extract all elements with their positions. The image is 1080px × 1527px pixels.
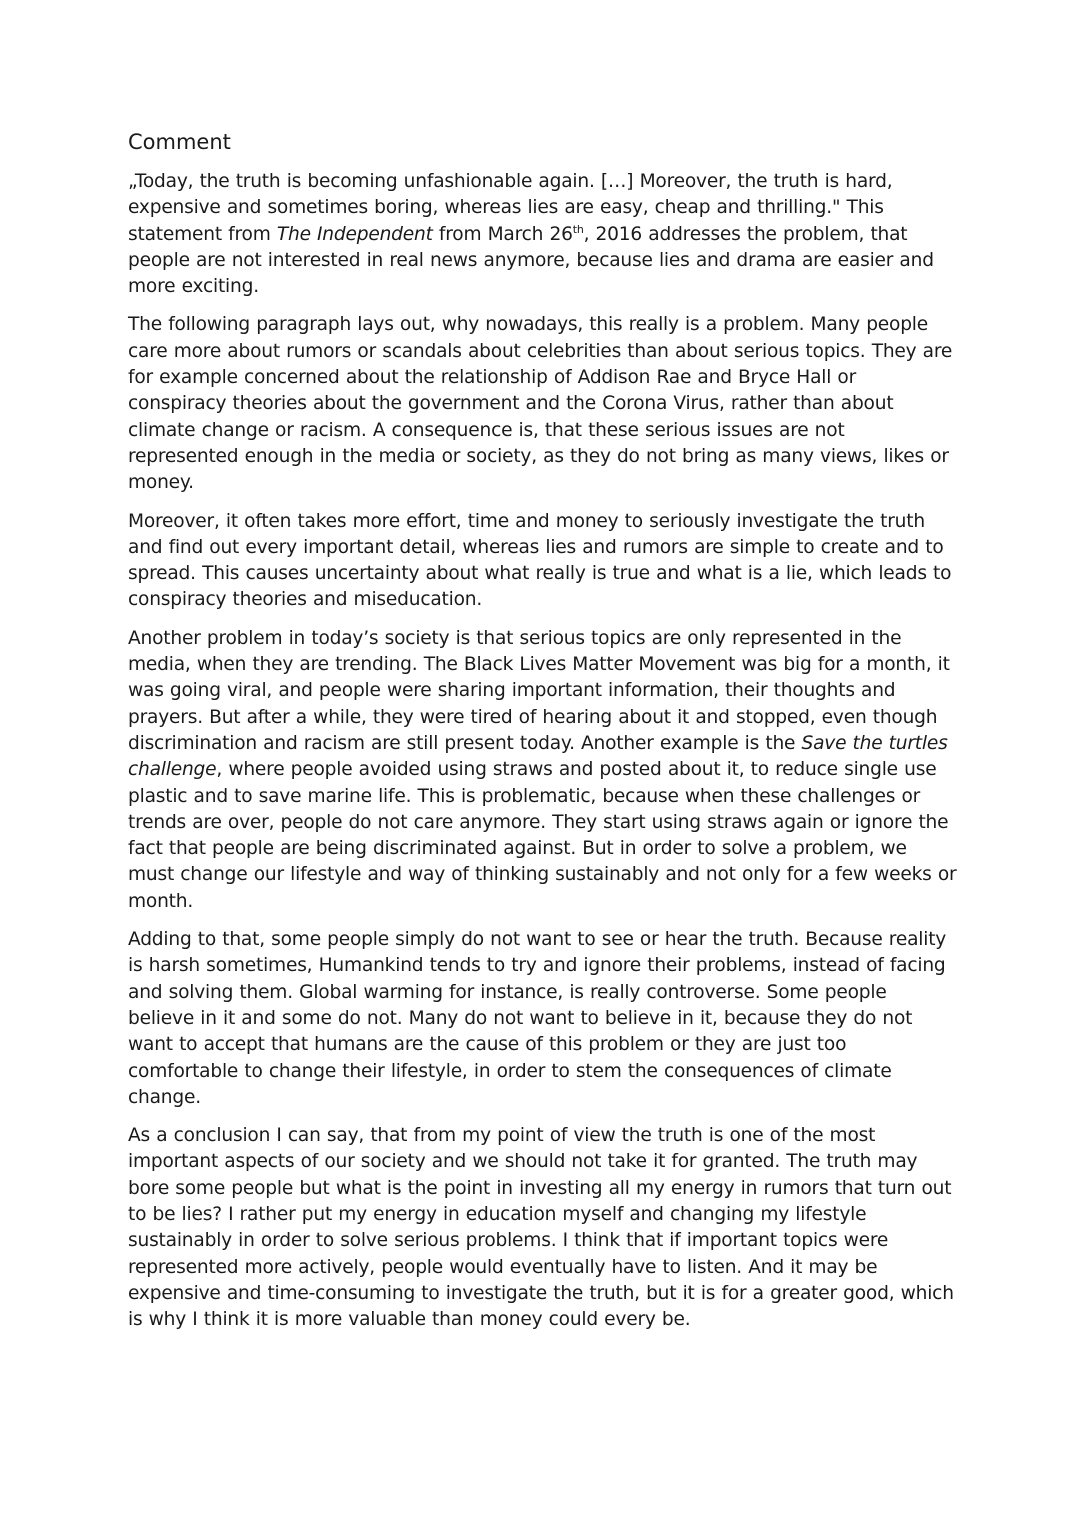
paragraph-4 (128, 626, 958, 915)
paragraph-intro-text-c: , 2016 addresses the problem, that people are not interested in real news anymore, because lies and drama are easier and more exciting. (128, 223, 934, 298)
paragraph-intro (128, 169, 958, 300)
document-page (128, 126, 958, 1345)
document-title: Comment (128, 130, 231, 154)
paragraph-intro-text-a: „Today, the truth is becoming unfashionable again. […] Moreover, the truth is hard, expensive and sometimes boring, whereas lies are easy, cheap and thrilling." This statement from (128, 171, 893, 245)
paragraph-3: Moreover, it often takes more effort, time and money to seriously investigate the truth and find out every important detail, whereas lies and rumors are simple to create and to spread. This causes uncertainty about what really is true and what is a lie, which leads to conspiracy theories and miseducation. (128, 510, 952, 611)
date-ordinal-suffix: th (572, 222, 584, 236)
paragraph-intro-text-b: from March 26 (432, 223, 573, 245)
paragraph-conclusion: As a conclusion I can say, that from my point of view the truth is one of the most important aspects of our society and we should not take it for granted. The truth may bore some people but what is the point in investing all my energy in rumors that turn out to be lies? I rather put my energy in education myself and changing my lifestyle sustainably in order to solve serious problems. I think that if important topics were represented more actively, people would eventually have to listen. And it may be expensive and time-consuming to investigate the truth, but it is for a greater good, which is why I think it is more valuable than money could every be. (128, 1125, 954, 1331)
paragraph-5: Adding to that, some people simply do not want to see or hear the truth. Because reality is harsh sometimes, Humankind tends to try and ignore their problems, instead of facing and solving them. Global warming for instance, is really controverse. Some people believe in it and some do not. Many do not want to believe in it, because they do not want to accept that humans are the cause of this problem or they are just too comfortable to change their lifestyle, in order to stem the consequences of climate change. (128, 929, 947, 1108)
paragraph-2: The following paragraph lays out, why nowadays, this really is a problem. Many people care more about rumors or scandals about celebrities than about serious topics. They are for example concerned about the relationship of Addison Rae and Bryce Hall or conspiracy theories about the government and the Corona Virus, rather than about climate change or racism. A consequence is, that these serious issues are not represented enough in the media or society, as they do not bring as many views, likes or money. (128, 314, 953, 494)
paragraph-4-text-a: Another problem in today’s society is that serious topics are only represented in the media, when they are trending. The Black Lives Matter Movement was big for a month, it was going viral, and people were sharing important information, their thoughts and prayers. But after a while, they were tired of hearing about it and stopped, even though discrimination and racism are still present today. Another example is the (128, 627, 950, 754)
challenge-name: Save the turtles challenge (128, 732, 948, 781)
publication-name: The Independent (276, 223, 433, 245)
paragraph-4-text-b: , where people avoided using straws and posted about it, to reduce single use plastic and to save marine life. This is problematic, because when these challenges or trends are over, people do not care anymore. They start using straws again or ignore the fact that people are being discriminated against. But in order to solve a problem, we must change our lifestyle and way of thinking sustainably and not only for a few weeks or month. (128, 759, 957, 912)
